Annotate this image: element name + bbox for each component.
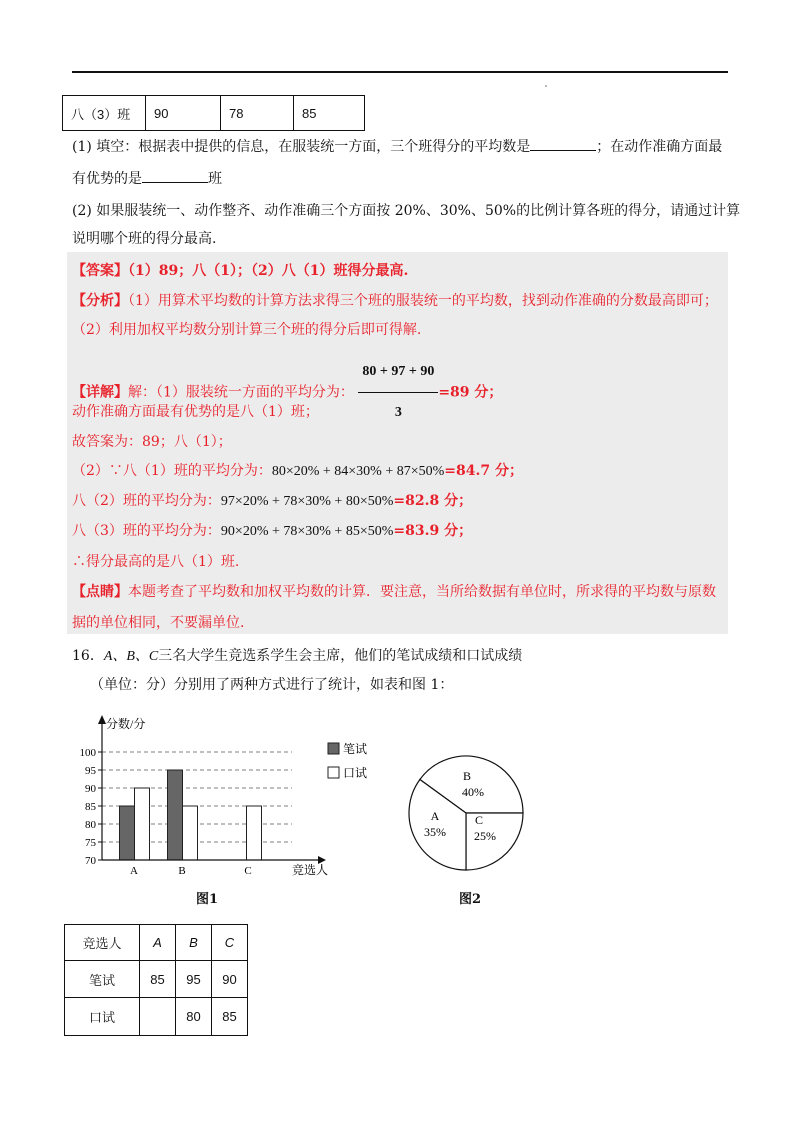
y-axis-label: 分数/分 [106, 717, 146, 731]
top-rule [72, 71, 728, 73]
detail-result: =83.9 分； [393, 523, 473, 539]
x-axis-label: 竞选人 [292, 863, 329, 877]
table-cell: 80 [176, 998, 212, 1036]
pie-chart [405, 752, 530, 877]
bar-口试-B [183, 806, 198, 860]
table-cell: 八（3）班 [63, 96, 146, 131]
analysis-tag: 【分析】 [72, 293, 128, 309]
legend-label: 笔试 [343, 742, 368, 756]
x-tick-label: B [178, 865, 186, 877]
table-cell: 85 [294, 96, 365, 131]
x-tick-label: A [130, 865, 138, 877]
table-cell: 90 [212, 961, 248, 998]
table-cell: 78 [221, 96, 294, 131]
detail-line5 [72, 491, 472, 512]
y-axis-arrow [98, 715, 106, 724]
legend-swatch-笔试 [328, 743, 339, 754]
figure-1-label: 图1 [196, 892, 219, 907]
pie-label: C [474, 813, 484, 827]
y-tick-label: 70 [85, 855, 96, 867]
y-tick-label: 95 [85, 765, 96, 777]
detail-text: 八（3）班的平均分为： [72, 523, 221, 539]
formula: 97×20% + 78×30% + 80×50% [220, 494, 394, 509]
score-table [64, 924, 248, 1036]
detail-line7: ∴得分最高的是八（1）班. [72, 554, 240, 570]
q1-line1 [72, 136, 722, 157]
q16-line1 [72, 646, 522, 667]
table-cell: 笔试 [65, 961, 140, 998]
figure-2-label: 图2 [459, 892, 482, 907]
answer-blank [530, 136, 596, 151]
table-cell: 90 [146, 96, 221, 131]
answer-text: （1）89；八（1）；（2）八（1）班得分最高. [128, 263, 409, 279]
candidate-names: A、B、C [103, 649, 159, 664]
detail-result: =89 分； [438, 384, 503, 401]
q16-line2: （单位：分）分别用了两种方式进行了统计，如表和图 1： [90, 677, 454, 693]
legend-swatch-口试 [328, 767, 339, 778]
table-row [65, 961, 248, 998]
detail-result: =82.8 分； [393, 493, 473, 509]
q2-line2: 说明哪个班的得分最高. [72, 231, 217, 247]
answer-tag: 【答案】 [72, 263, 128, 279]
table-cell: 口试 [65, 998, 140, 1036]
table-row [65, 998, 248, 1036]
bar-chart [60, 712, 368, 887]
detail-line4 [72, 461, 523, 482]
detail-line6 [72, 521, 472, 542]
pie-label: A [430, 809, 440, 823]
analysis-text: （1）用算术平均数的计算方法求得三个班的服装统一的平均数，找到动作准确的分数最高即可； [128, 293, 718, 309]
table-cell: 85 [140, 961, 176, 998]
comment-tag: 【点睛】 [72, 584, 128, 600]
answer-line [72, 261, 408, 281]
y-tick-label: 85 [85, 801, 96, 813]
table-cell [140, 998, 176, 1036]
q1-line2 [72, 168, 222, 189]
y-tick-label: 80 [85, 819, 96, 831]
q1-text: ；在动作准确方面最 [596, 139, 723, 155]
y-tick-label: 90 [85, 783, 96, 795]
q1-text: 有优势的是 [72, 171, 142, 187]
fraction [358, 352, 438, 433]
table-cell: 85 [212, 998, 248, 1036]
detail-text: （2）∵八（1）班的平均分为： [72, 463, 272, 479]
table-header-cell: B [176, 925, 212, 961]
detail-tag: 【详解】 [72, 384, 128, 401]
comment-text: 本题考查了平均数和加权平均数的计算．要注意，当所给数据有单位时，所求得的平均数与原数 [128, 584, 716, 600]
q2-line1: (2) 如果服装统一、动作整齐、动作准确三个方面按 20%、30%、50%的比例计算各班的得分，请通过计算 [72, 203, 741, 219]
detail-text: 八（2）班的平均分为： [72, 493, 221, 509]
table-row [63, 96, 365, 131]
pie-label: B [462, 769, 472, 783]
q1-text: 班 [208, 171, 222, 187]
comment-line1 [72, 582, 716, 602]
legend-label: 口试 [343, 766, 368, 780]
table-header-cell: 竞选人 [65, 925, 140, 961]
pie-value-label: 35% [424, 825, 446, 839]
detail-result: =84.7 分； [444, 463, 523, 479]
detail-line2: 动作准确方面最有优势的是八（1）班； [72, 404, 319, 420]
pie-value-label: 40% [462, 785, 484, 799]
fraction-denominator: 3 [394, 405, 402, 420]
formula: 90×20% + 78×30% + 85×50% [220, 524, 394, 539]
fraction-numerator: 80 + 97 + 90 [358, 352, 438, 393]
x-tick-label: C [244, 865, 252, 877]
question-number: 16． [72, 648, 104, 664]
comment-line2: 据的单位相同，不要漏单位. [72, 615, 245, 631]
analysis-line2: （2）利用加权平均数分别计算三个班的得分后即可得解. [72, 322, 422, 338]
bar-口试-A [135, 788, 150, 860]
table-header-cell: A [140, 925, 176, 961]
analysis-line1 [72, 291, 718, 311]
score-table-fragment [62, 95, 365, 131]
bar-笔试-B [168, 770, 183, 860]
formula: 80×20% + 84×30% + 87×50% [271, 464, 445, 479]
pie-value-label: 25% [474, 829, 496, 843]
table-cell: 95 [176, 961, 212, 998]
y-tick-label: 100 [79, 747, 96, 759]
bar-笔试-A [120, 806, 135, 860]
table-row [65, 925, 248, 961]
q1-text: (1) 填空：根据表中提供的信息，在服装统一方面，三个班得分的平均数是 [72, 139, 531, 155]
table-header-cell: C [212, 925, 248, 961]
answer-blank [142, 168, 208, 183]
detail-text: 解：（1）服装统一方面的平均分为： [128, 384, 354, 401]
y-tick-label: 75 [85, 837, 96, 849]
q16-text: 三名大学生竞选系学生会主席，他们的笔试成绩和口试成绩 [158, 648, 523, 664]
speck [545, 85, 547, 87]
detail-line3: 故答案为：89；八（1）； [72, 434, 232, 450]
bar-口试-C [247, 806, 262, 860]
